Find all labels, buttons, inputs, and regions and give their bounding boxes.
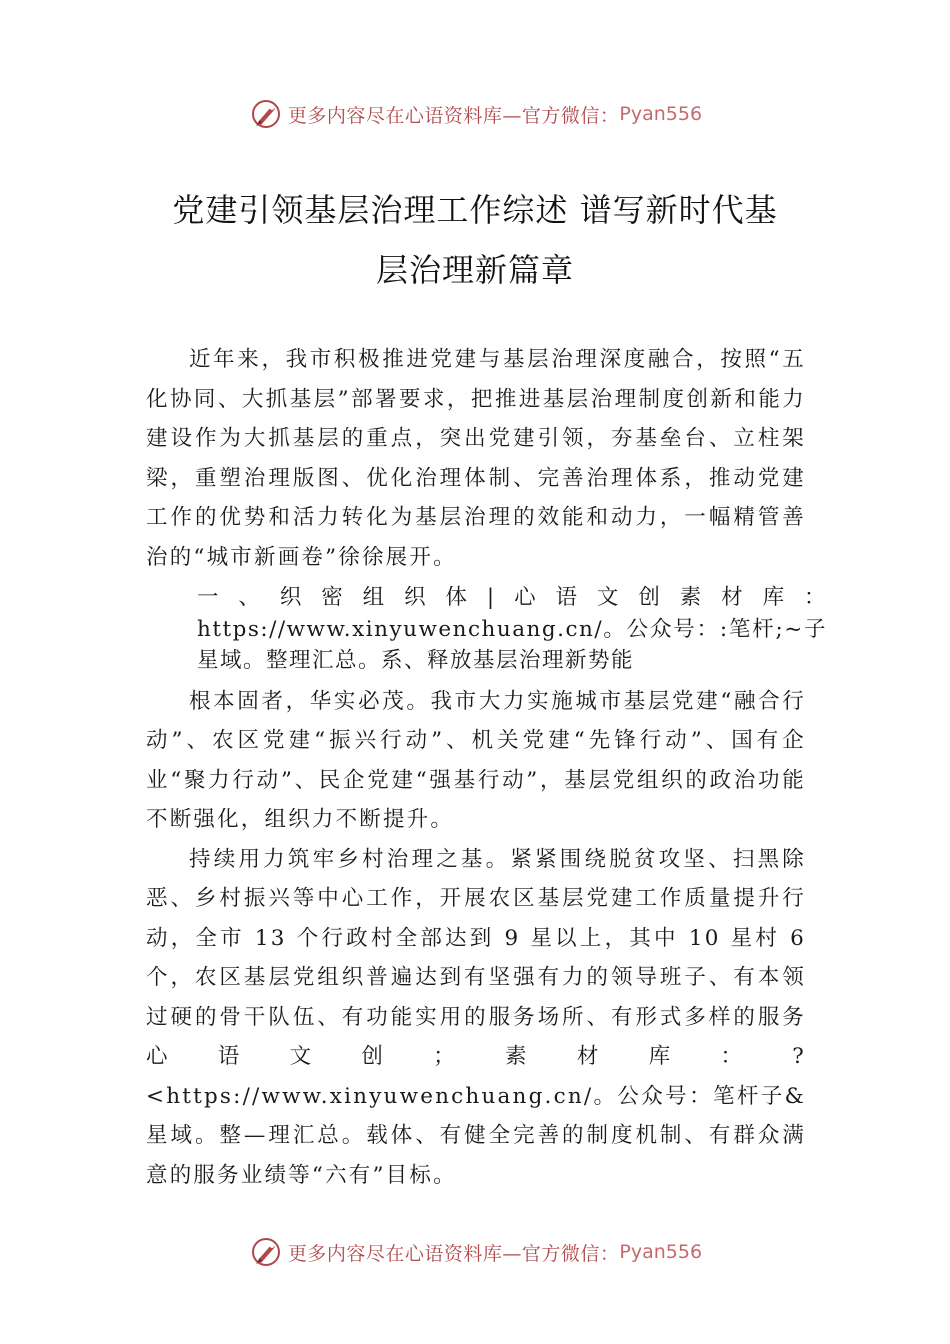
paragraph-intro: 近年来，我市积极推进党建与基层治理深度融合，按照“五化协同、大抓基层”部署要求，把推进基层治理制度创新和能力建设作为大抓基层的重点，突出党建引领，夯基垒台、立柱架梁，重塑治理版图、优化治理体制、完善治理体系，推动党建工作的优势和活力转化为基层治理的效能和动力，一幅精管善治的“城市新画卷”徐徐展开。: [146, 347, 806, 570]
watermark-contact: Pyan556: [619, 1241, 703, 1263]
title-line-2: 层治理新篇章: [375, 251, 574, 289]
footer-watermark: [0, 1232, 950, 1272]
section-heading-1: 一、织密组织体|心语文创素材库：https://www.xinyuwenchuang.cn/。公众号：:笔杆;~子星域。整理汇总。系、释放基层治理新势能: [197, 585, 827, 673]
title-line-1: 党建引领基层治理工作综述 谱写新时代基: [172, 191, 778, 229]
document-title: [140, 180, 810, 300]
pen-nib-logo-icon: [248, 1234, 284, 1270]
watermark-text: 更多内容尽在心语资料库—官方微信：: [287, 104, 620, 127]
header-watermark: [0, 94, 950, 134]
document-body: [146, 340, 827, 1195]
watermark-text: 更多内容尽在心语资料库—官方微信：: [287, 1242, 620, 1265]
pen-nib-logo-icon: [248, 96, 284, 132]
watermark-contact: Pyan556: [619, 103, 703, 125]
paragraph-root: 根本固者，华实必茂。我市大力实施城市基层党建“融合行动”、农区党建“振兴行动”、机关党建“先锋行动”、国有企业“聚力行动”、民企党建“强基行动”，基层党组织的政治功能不断强化，组织力不断提升。: [146, 688, 806, 832]
paragraph-rural: 持续用力筑牢乡村治理之基。紧紧围绕脱贫攻坚、扫黑除恶、乡村振兴等中心工作，开展农区基层党建工作质量提升行动，全市 13 个行政村全部达到 9 星以上，其中 10 星村 6 个，农区基层党组织普遍达到有坚强有力的领导班子、有本领过硬的骨干队伍、有功能实用的服务场所、有形式多样的服务心语文创；素材库：?<https://www.xinyuwenchuang.cn/。公众号：笔杆子&星域。整—理汇总。载体、有健全完善的制度机制、有群众满意的服务业绩等“六有”目标。: [146, 846, 806, 1188]
